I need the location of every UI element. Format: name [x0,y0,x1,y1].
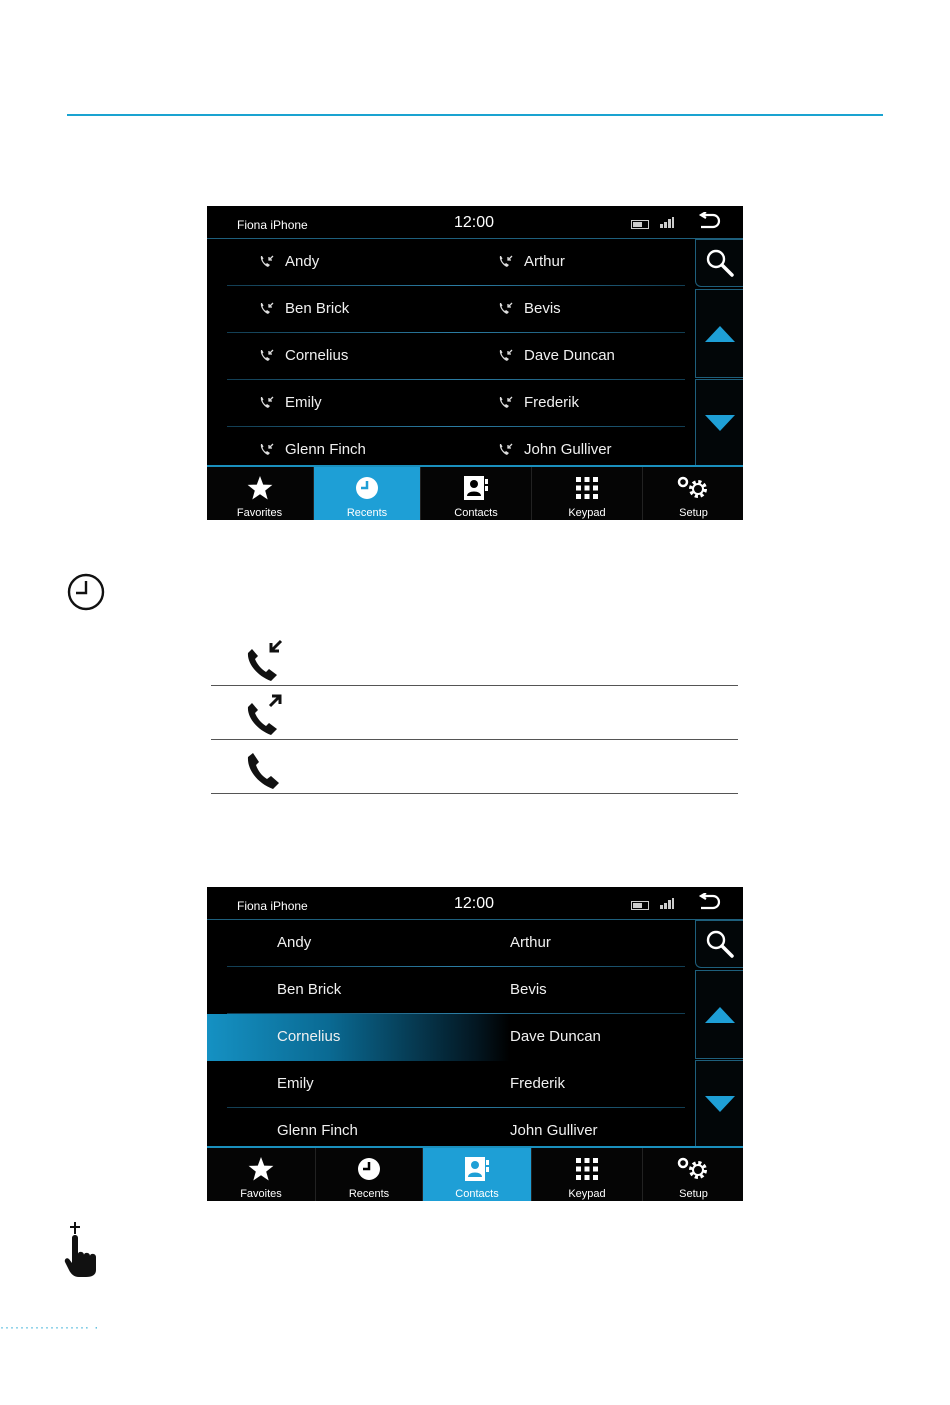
tab-label: Contacts [454,507,498,519]
contact-name[interactable]: Glenn Finch [277,1122,358,1139]
incoming-call-icon [498,302,514,316]
contact-name: Glenn Finch [285,441,366,458]
status-bar [207,206,743,239]
list-item [207,920,695,967]
tab-keypad[interactable] [531,467,642,520]
contact-name[interactable]: Emily [277,1075,314,1092]
contacts-book-icon [463,476,489,500]
list-item [207,333,695,380]
status-clock: 12:00 [454,214,495,231]
tab-recents[interactable] [313,467,420,520]
keypad-icon [575,476,599,500]
star-icon [247,476,273,500]
star-icon [248,1157,274,1181]
clock-icon [357,1157,381,1181]
recent-call-entry[interactable] [498,441,612,458]
contact-name: Cornelius [285,347,349,364]
contact-name: John Gulliver [524,441,612,458]
tab-bar [207,465,743,520]
legend-row-incoming [211,632,738,686]
recent-call-entry[interactable] [259,394,322,411]
recents-screen [207,206,743,520]
touch-gesture-icon [64,1220,104,1278]
signal-icon [660,898,674,909]
list-item [207,286,695,333]
tab-favorites[interactable] [207,467,312,520]
recent-call-entry[interactable] [259,347,348,364]
contact-name[interactable]: Bevis [510,981,547,998]
tab-contacts[interactable] [420,467,531,520]
contact-name[interactable]: Dave Duncan [510,1028,601,1045]
back-icon[interactable] [697,893,721,913]
tab-favorites[interactable] [207,1148,315,1201]
contact-name[interactable]: John Gulliver [510,1122,598,1139]
tab-keypad[interactable] [531,1148,642,1201]
legend-row-missed [211,740,738,794]
header-rule [67,114,883,116]
outgoing-call-icon [245,693,287,737]
tab-label: Recents [346,507,388,519]
battery-icon [631,901,649,910]
tab-bar [207,1146,743,1201]
contact-name: Ben Brick [285,300,350,317]
tab-label: Contacts [455,1188,499,1200]
incoming-call-icon [259,302,275,316]
contact-name[interactable]: Arthur [510,934,551,951]
contact-name[interactable]: Cornelius [277,1028,341,1045]
tab-label: Setup [679,1188,708,1200]
recent-call-entry[interactable] [498,394,579,411]
arrow-down-icon [705,415,735,431]
contacts-screen [207,887,743,1201]
tab-label: Keypad [568,507,606,519]
contact-name[interactable]: Andy [277,934,312,951]
tab-contacts[interactable] [422,1148,531,1201]
contact-name: Frederik [524,394,580,411]
tab-setup[interactable] [642,1148,743,1201]
incoming-call-icon [259,396,275,410]
recent-call-entry[interactable] [259,253,319,270]
footer-dots: ·················· · [0,1320,100,1334]
legend-row-outgoing [211,686,738,740]
scroll-up-button[interactable] [695,970,743,1059]
incoming-call-icon [259,349,275,363]
search-icon [705,929,735,959]
signal-icon [660,217,674,228]
contacts-book-icon [464,1157,490,1181]
contact-name: Arthur [524,253,565,270]
incoming-call-icon [259,255,275,269]
arrow-up-icon [705,1007,735,1023]
call-icon [245,747,287,791]
scroll-down-button[interactable] [695,379,743,466]
recent-call-entry[interactable] [498,347,615,364]
contact-name[interactable]: Frederik [510,1075,566,1092]
side-controls [695,239,743,465]
clock-icon [355,476,379,500]
gear-icon [677,476,711,500]
side-controls [695,920,743,1146]
status-clock: 12:00 [454,895,495,912]
device-name: Fiona iPhone [237,218,308,232]
list-item [207,239,695,286]
recent-call-entry[interactable] [498,253,565,270]
clock-icon [67,573,105,611]
tab-label: Setup [679,507,708,519]
battery-icon [631,220,649,229]
incoming-call-icon [498,396,514,410]
contact-name: Dave Duncan [524,347,615,364]
back-icon[interactable] [697,212,721,232]
incoming-call-icon [498,443,514,457]
contact-name: Emily [285,394,322,411]
tab-setup[interactable] [642,467,743,520]
incoming-call-icon [245,639,287,683]
list-item [207,967,695,1014]
recent-call-entry[interactable] [259,441,366,458]
recent-calls-list [207,239,695,465]
incoming-call-icon [498,349,514,363]
search-icon [705,248,735,278]
incoming-call-icon [259,443,275,457]
tab-recents[interactable] [315,1148,422,1201]
arrow-down-icon [705,1096,735,1112]
list-item [207,1061,695,1108]
keypad-icon [575,1157,599,1181]
arrow-up-icon [705,326,735,342]
list-item-selected [207,1014,695,1061]
scroll-up-button[interactable] [695,289,743,378]
recent-call-entry[interactable] [498,300,561,317]
device-name: Fiona iPhone [237,899,308,913]
tab-label: Recents [348,1188,390,1200]
list-item [207,380,695,427]
recent-call-entry[interactable] [259,300,349,317]
search-button[interactable] [695,239,743,287]
status-bar [207,887,743,920]
contact-name: Bevis [524,300,561,317]
scroll-down-button[interactable] [695,1060,743,1147]
contact-name: Andy [285,253,320,270]
incoming-call-icon [498,255,514,269]
search-button[interactable] [695,920,743,968]
tab-label: Favoites [240,1188,282,1200]
tab-label: Keypad [568,1188,606,1200]
contacts-list [207,920,695,1146]
tab-label: Favorites [236,507,283,519]
contact-name[interactable]: Ben Brick [277,981,342,998]
call-type-legend [211,632,738,794]
gear-icon [677,1157,711,1181]
